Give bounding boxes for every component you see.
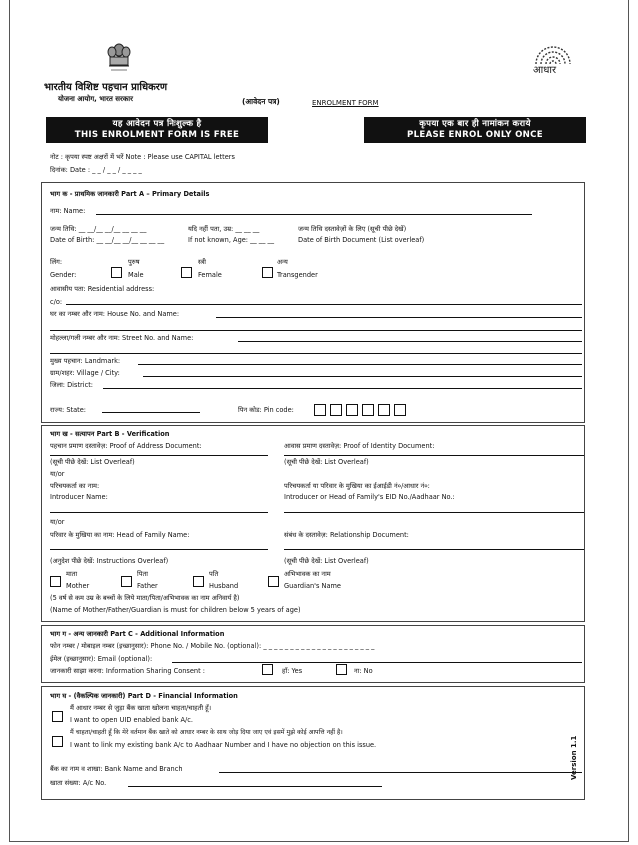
- relationship-doc-input-line[interactable]: [284, 549, 584, 550]
- once-banner-en: PLEASE ENROL ONLY ONCE: [407, 130, 543, 140]
- part-a-section: [41, 182, 585, 423]
- introducer-name-hindi: परिचयकर्ता का नाम:: [50, 482, 100, 490]
- bank-name-label: बैंक का नाम व शाखा: Bank Name and Branch: [50, 765, 183, 773]
- aadhaar-logo-text: आधार: [533, 65, 557, 76]
- gender-hindi: लिंग:: [50, 258, 63, 266]
- or-separator-1: या/or: [50, 470, 65, 478]
- email-label: ईमेल (इच्छानुसार): Email (optional):: [50, 655, 153, 663]
- consent-no-label: ना: No: [354, 667, 373, 675]
- co-input-line[interactable]: [66, 304, 582, 305]
- street-label: मोहल्ला/गली नम्बर और नाम: Street No. and Name:: [50, 334, 194, 342]
- phone-field[interactable]: फोन नम्बर / मोबाइल नम्बर (इच्छानुसार): Phone No. / Mobile No. (optional): _ _ _ _ _ _ _ _ _ _ _ _ _ _ _ _ _ _ _ _ _: [50, 642, 375, 650]
- or-separator-2: या/or: [50, 518, 65, 526]
- link-account-label: I want to link my existing bank A/c to Aadhaar Number and I have no objection on this issue.: [70, 741, 377, 749]
- state-label: राज्य: State:: [50, 406, 86, 414]
- child-note-hindi: (5 वर्ष से कम उम्र के बच्चों के लिये माता/पिता/अभिभावक का नाम अनिवार्य है): [50, 594, 240, 602]
- pin-digit-box[interactable]: [362, 404, 374, 416]
- poi-input-line[interactable]: [284, 455, 584, 456]
- state-input-line[interactable]: [102, 412, 200, 413]
- dob-document-hindi: जन्म तिथि दस्तावेज़ों के लिए (सूची पीछे देखें): [298, 225, 407, 233]
- poi-label: आवास प्रमाण दस्तावेज़: Proof of Identity Document:: [284, 442, 435, 450]
- form-title: ENROLMENT FORM: [312, 99, 379, 107]
- hof-eid-hindi: परिचयकर्ता या परिवार के मुखिया का ईआईडी नं०/आधार नं०:: [284, 482, 430, 490]
- pin-code-boxes[interactable]: [314, 404, 410, 418]
- pin-digit-box[interactable]: [394, 404, 406, 416]
- account-number-input-line[interactable]: [128, 786, 382, 787]
- consent-yes-checkbox[interactable]: [262, 664, 273, 675]
- date-field[interactable]: दिनांक: Date : _ _ / _ _ / _ _ _ _: [50, 166, 142, 174]
- open-account-checkbox[interactable]: [52, 711, 63, 722]
- female-hindi: स्त्री: [198, 258, 206, 266]
- relationship-list-note: (सूची पीछे देखें: List Overleaf): [284, 557, 369, 565]
- mother-checkbox[interactable]: [50, 576, 61, 587]
- enrol-once-banner: [364, 117, 586, 143]
- village-label: ग्राम/शहर: Village / City:: [50, 369, 120, 377]
- poa-list-note: (सूची पीछे देखें: List Overleaf): [50, 458, 135, 466]
- gender-label: Gender:: [50, 271, 77, 279]
- district-input-line[interactable]: [103, 388, 582, 389]
- transgender-label: Transgender: [277, 271, 318, 279]
- pin-label: पिन कोड: Pin code:: [238, 406, 294, 414]
- residential-address-label: आवासीय पता: Residential address:: [50, 285, 155, 293]
- once-banner-hindi: कृपया एक बार ही नामांकन कराये: [419, 119, 531, 129]
- male-hindi: पुरुष: [128, 258, 140, 266]
- capital-letters-note: नोट : कृपया स्पष्ट अक्षरों में भरें Note : Please use CAPITAL letters: [50, 153, 235, 161]
- street-input-line[interactable]: [238, 341, 582, 342]
- mother-hindi: माता: [66, 570, 78, 578]
- consent-no-checkbox[interactable]: [336, 664, 347, 675]
- consent-label: जानकारी साझा करना: Information Sharing Consent :: [50, 667, 205, 675]
- national-emblem-icon: [105, 40, 133, 80]
- landmark-label: मुख्य पहचान: Landmark:: [50, 357, 121, 365]
- house-input-line[interactable]: [216, 317, 582, 318]
- relationship-document-label: संबंध के दस्तावेज़: Relationship Document:: [284, 531, 409, 539]
- org-sub-hindi: योजना आयोग, भारत सरकार: [58, 95, 133, 103]
- pin-digit-box[interactable]: [378, 404, 390, 416]
- female-label: Female: [198, 271, 222, 279]
- open-account-hindi: मैं आधार नम्बर से जुड़ा बैंक खाता खोलना चाहता/चाहती हूँ।: [70, 704, 212, 712]
- free-banner-en: THIS ENROLMENT FORM IS FREE: [74, 130, 240, 140]
- husband-hindi: पति: [209, 570, 219, 578]
- male-checkbox[interactable]: [111, 267, 122, 278]
- introducer-name-label: Introducer Name:: [50, 493, 108, 501]
- house-label: घर का नम्बर और नाम: House No. and Name:: [50, 310, 180, 318]
- part-b-heading: भाग ख - सत्यापन Part B - Verification: [50, 430, 170, 438]
- part-d-heading: भाग घ - (वैकल्पिक जानकारी) Part D - Financial Information: [50, 692, 238, 700]
- guardian-label: Guardian's Name: [284, 582, 341, 590]
- hof-name-label: परिवार के मुखिया का नाम: Head of Family Name:: [50, 531, 190, 539]
- dob-document-en: Date of Birth Document (List overleaf): [298, 236, 425, 244]
- part-c-heading: भाग ग - अन्य जानकारी Part C - Additional Information: [50, 630, 225, 638]
- email-input-line[interactable]: [172, 662, 582, 663]
- husband-label: Husband: [209, 582, 239, 590]
- consent-yes-label: हाँ: Yes: [282, 667, 303, 675]
- hof-eid-label: Introducer or Head of Family's EID No./Aadhaar No.:: [284, 493, 455, 501]
- account-number-label: खाता संख्या: A/c No.: [50, 779, 107, 787]
- form-hindi-label: (आवेदन पत्र): [242, 97, 280, 106]
- link-account-hindi: मैं चाहता/चाहती हूँ कि मेरे वर्तमान बैंक खाते को आधार नम्बर के साथ जोड़ दिया जाए एवं इसमें मुझे कोई आपत्ति नहीं है।: [70, 729, 343, 736]
- poa-label: पहचान प्रमाण दस्तावेज़: Proof of Address Document:: [50, 442, 202, 450]
- dob-hindi[interactable]: जन्म तिथि: __ __/__ __/__ __ __ __: [50, 225, 147, 233]
- pin-digit-box[interactable]: [330, 404, 342, 416]
- free-form-banner: [46, 117, 268, 143]
- hof-name-input-line[interactable]: [50, 549, 268, 550]
- part-a-heading: भाग क - प्राथमिक जानकारी Part A – Primary Details: [50, 190, 210, 198]
- male-label: Male: [128, 271, 144, 279]
- org-name-hindi: भारतीय विशिष्ट पहचान प्राधिकरण: [44, 82, 168, 93]
- hof-eid-input-line[interactable]: [284, 512, 584, 513]
- name-input-line[interactable]: [96, 214, 532, 215]
- transgender-hindi: अन्य: [277, 258, 288, 266]
- link-account-checkbox[interactable]: [52, 736, 63, 747]
- co-label: c/o:: [50, 298, 63, 306]
- guardian-hindi: अभिभावक का नाम: [284, 570, 331, 578]
- father-checkbox[interactable]: [121, 576, 132, 587]
- name-label: नाम: Name:: [50, 207, 86, 215]
- age-hindi[interactable]: यदि नहीं पता, उम्र: __ __ __: [188, 225, 260, 233]
- guardian-checkbox[interactable]: [268, 576, 279, 587]
- father-label: Father: [137, 582, 158, 590]
- house-input-line-2[interactable]: [50, 330, 582, 331]
- instructions-note: (अनुदेश पीछे देखें: Instructions Overleaf): [50, 557, 169, 565]
- aadhaar-fingerprint-icon: [528, 40, 578, 66]
- age-en[interactable]: If not known, Age: __ __ __: [188, 236, 275, 244]
- husband-checkbox[interactable]: [193, 576, 204, 587]
- free-banner-hindi: यह आवेदन पत्र निःशुल्क है: [112, 119, 202, 129]
- street-input-line-2[interactable]: [50, 353, 582, 354]
- version-label: Version 1.1: [570, 735, 578, 780]
- female-checkbox[interactable]: [181, 267, 192, 278]
- dob-en[interactable]: Date of Birth: __ __/__ __/__ __ __ __: [50, 236, 165, 244]
- father-hindi: पिता: [137, 570, 148, 578]
- district-label: जिला: District:: [50, 381, 94, 389]
- transgender-checkbox[interactable]: [262, 267, 273, 278]
- pin-digit-box[interactable]: [346, 404, 358, 416]
- introducer-input-line[interactable]: [50, 512, 268, 513]
- village-input-line[interactable]: [143, 376, 582, 377]
- mother-label: Mother: [66, 582, 90, 590]
- open-account-label: I want to open UID enabled bank A/c.: [70, 716, 193, 724]
- landmark-input-line[interactable]: [138, 364, 582, 365]
- poa-input-line[interactable]: [50, 455, 268, 456]
- bank-name-input-line[interactable]: [219, 772, 582, 773]
- child-note: (Name of Mother/Father/Guardian is must for children below 5 years of age): [50, 606, 301, 614]
- pin-digit-box[interactable]: [314, 404, 326, 416]
- poi-list-note: (सूची पीछे देखें: List Overleaf): [284, 458, 369, 466]
